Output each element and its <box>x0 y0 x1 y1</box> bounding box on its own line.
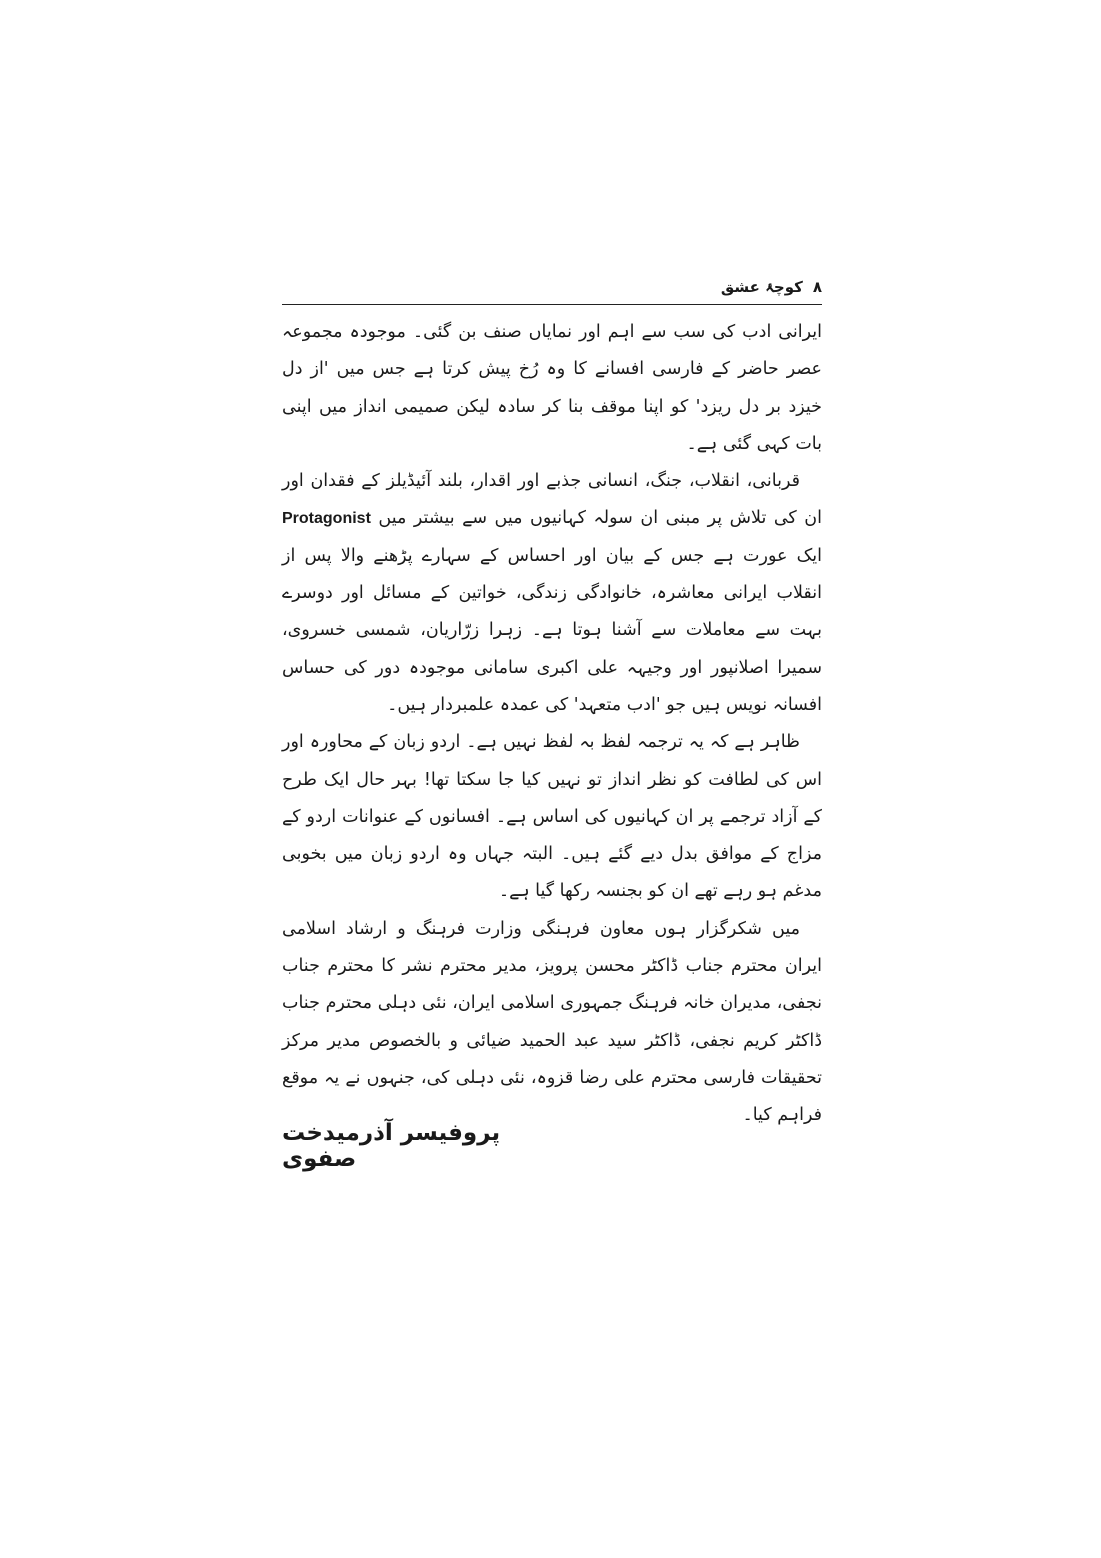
protagonist-term: Protagonist <box>282 510 371 528</box>
paragraph-2 <box>282 463 822 724</box>
book-title: کوچۂ عشق <box>720 278 803 296</box>
paragraph-3-text: ظاہر ہے کہ یہ ترجمہ لفظ بہ لفظ نہیں ہے۔ اردو زبان کے محاورہ اور اس کی لطافت کو نظر انداز تو نہیں کیا جا سکتا تھا! بہر حال ایک طرح کے آزاد ترجمے پر ان کہانیوں کی اساس ہے۔ افسانوں کے عنوانات اردو کے مزاج کے موافق بدل دیے گئے ہیں۔ البتہ جہاں وہ اردو زبان میں بخوبی مدغم ہو رہے تھے ان کو بجنسہ رکھا گیا ہے۔ <box>282 732 822 902</box>
paragraph-1-text: ایرانی ادب کی سب سے اہم اور نمایاں صنف بن گئی۔ موجودہ مجموعہ عصر حاضر کے فارسی افسانے کا وہ رُخ پیش کرتا ہے جس میں 'از دل خیزد بر دل ریزد' کو اپنا موقف بنا کر سادہ لیکن صمیمی انداز میں اپنی بات کہی گئی ہے۔ <box>282 322 822 454</box>
paragraph-4-text: میں شکرگزار ہوں معاون فرہنگی وزارت فرہنگ و ارشاد اسلامی ایران محترم جناب ڈاکٹر محسن پرویز، مدیر محترم نشر کا محترم جناب نجفی، مدیران خانہ فرہنگ جمہوری اسلامی ایران، نئی دہلی محترم جناب ڈاکٹر کریم نجفی، ڈاکٹر سید عبد الحمید ضیائی و بالخصوص مدیر مرکز تحقیقات فارسی محترم علی رضا قزوہ، نئی دہلی کی، جنہوں نے یہ موقع فراہم کیا۔ <box>282 918 822 1126</box>
author-signature: پروفیسر آذرمیدخت صفوی <box>282 1120 501 1172</box>
running-header <box>282 272 822 302</box>
paragraph-1 <box>282 314 822 463</box>
paragraph-3 <box>282 724 822 910</box>
header-rule <box>282 304 822 305</box>
paragraph-2-text-end: ایک عورت ہے جس کے بیان اور احساس کے سہارے پڑھنے والا پس از انقلاب ایرانی معاشرہ، خانوادگی زندگی، خواتین کے مسائل اور دوسرے بہت سے معاملات سے آشنا ہوتا ہے۔ زہرا زرّاریان، شمسی خسروی، سمیرا اصلانپور اور وجیہہ علی اکبری سامانی موجودہ دور کی حساس افسانہ نویس ہیں جو 'ادب متعہد' کی عمدہ علمبردار ہیں۔ <box>282 545 822 715</box>
paragraph-4 <box>282 911 822 1135</box>
page-number: ۸ <box>812 278 822 296</box>
body-text <box>282 314 822 1135</box>
paragraph-2-text-start: قربانی، انقلاب، جنگ، انسانی جذبے اور اقدار، بلند آئیڈیلز کے فقدان اور ان کی تلاش پر مبنی ان سولہ کہانیوں میں سے بیشتر میں <box>282 471 822 529</box>
